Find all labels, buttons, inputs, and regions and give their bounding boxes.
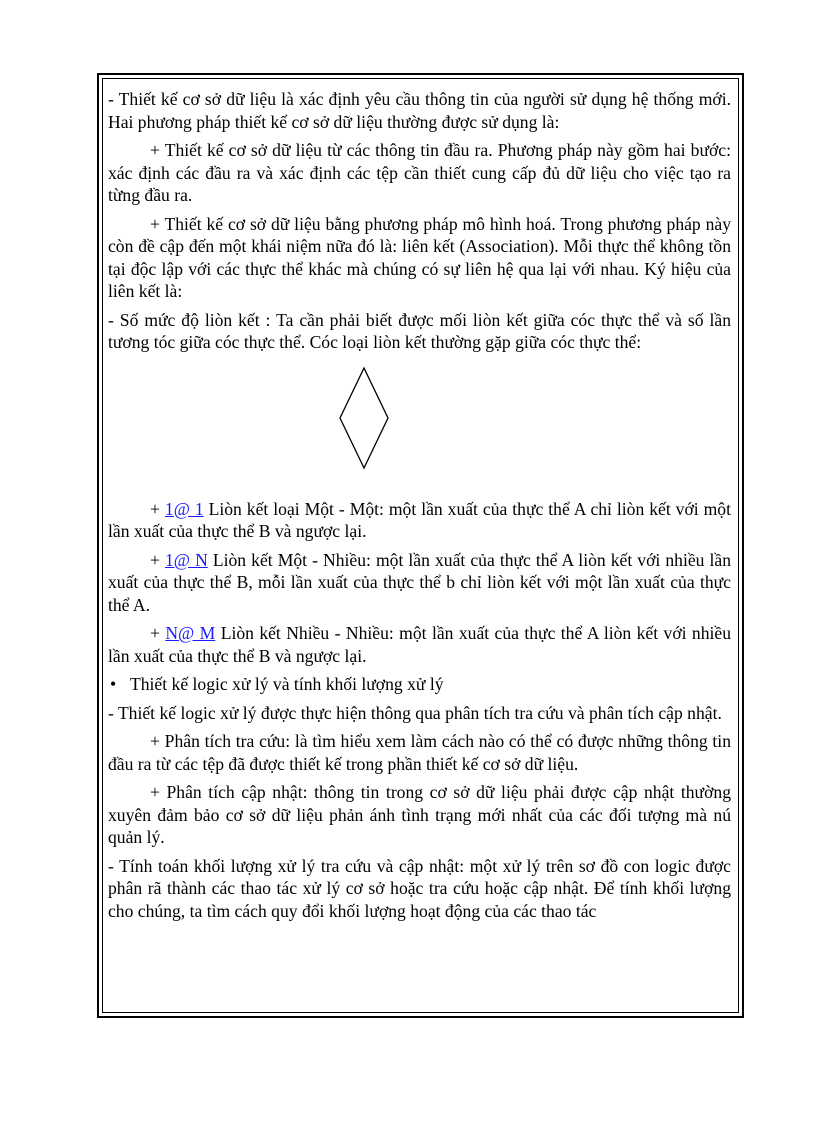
paragraph-volume-calc: - Tính toán khối lượng xử lý tra cứu và cập nhật: một xử lý trên sơ đồ con logic được phân rã thành các thao tác xử lý cơ sở hoặc tra cứu hoặc cập nhật. Để tính khối lượng cho chúng, ta tìm cách quy đổi khối lượng hoạt động của các thao tác <box>108 855 731 921</box>
plus-marker: + <box>150 623 166 643</box>
paragraph-link-degree: - Số mức độ liòn kết : Ta cần phải biết được mối liòn kết giữa cóc thực thể và số lần tương tóc giữa cóc thực thể. Cóc loại liòn kết thường gặp giữa cóc thực thể: <box>108 309 731 352</box>
plus-marker: + <box>150 549 165 570</box>
one-to-many-text: Liòn kết Một - Nhiều: một lần xuất của thực thể A liòn kết với nhiều lần xuất của thực thể B, mỗi lần xuất của thực thể b chỉ liòn kết với một lần xuất của thực thể A. <box>108 549 732 615</box>
one-to-one-text: Liòn kết loại Một - Một: một lần xuất của thực thể A chỉ liòn kết với một lần xuất của thực thể B và ngược lại. <box>108 498 731 541</box>
paragraph-lookup-analysis: + Phân tích tra cứu: là tìm hiểu xem làm cách nào có thể có được những thông tin đầu ra từ các tệp đã được thiết kế trong phần thiết kế cơ sở dữ liệu. <box>108 731 731 774</box>
many-to-many-text: Liòn kết Nhiều - Nhiều: một lần xuất của thực thể A liòn kết với nhiều lần xuất của thực thể B và ngược lại. <box>108 623 732 666</box>
many-to-many-link[interactable]: N@ M <box>165 623 216 643</box>
document-body <box>108 88 731 928</box>
diamond-icon <box>338 366 390 470</box>
paragraph-logic-design: - Thiết kế logic xử lý được thực hiện thông qua phân tích tra cứu và phân tích cập nhật. <box>108 702 722 723</box>
one-to-many-link[interactable]: 1@ N <box>165 549 208 570</box>
bullet-logic-design <box>108 673 731 696</box>
paragraph-output-method: + Thiết kế cơ sở dữ liệu từ các thông tin đầu ra. Phương pháp này gồm hai bước: xác định các đầu ra và xác định các tệp cần thiết cung cấp đủ dữ liệu cho việc tạo ra từng đầu ra. <box>108 140 731 205</box>
paragraph-db-design-intro: - Thiết kế cơ sở dữ liệu là xác định yêu cầu thông tin của người sử dụng hệ thống mới. Hai phương pháp thiết kế cơ sở dữ liệu thường được sử dụng là: <box>108 89 731 132</box>
bullet-icon: • <box>110 674 117 694</box>
association-symbol <box>108 360 731 486</box>
plus-marker: + <box>150 498 165 519</box>
paragraph-many-to-many <box>108 622 731 667</box>
paragraph-one-to-one <box>108 498 731 543</box>
bullet-text: Thiết kế logic xử lý và tính khối lượng xử lý <box>130 674 444 694</box>
paragraph-one-to-many <box>108 549 731 617</box>
paragraph-modeling-method: + Thiết kế cơ sở dữ liệu bằng phương pháp mô hình hoá. Trong phương pháp này còn đề cập đến một khái niệm nữa đó là: liên kết (Association). Mỗi thực thể không tồn tại độc lập với các thực thể khác mà chúng có sự liên hệ qua lại với nhau. Ký hiệu của liên kết là: <box>108 213 731 301</box>
one-to-one-link[interactable]: 1@ 1 <box>164 498 204 519</box>
paragraph-update-analysis: + Phân tích cập nhật: thông tin trong cơ sở dữ liệu phải được cập nhật thường xuyên đảm bảo cơ sở dữ liệu phản ánh tình trạng mới nhất của các đối tượng mà nú quản lý. <box>108 782 731 847</box>
